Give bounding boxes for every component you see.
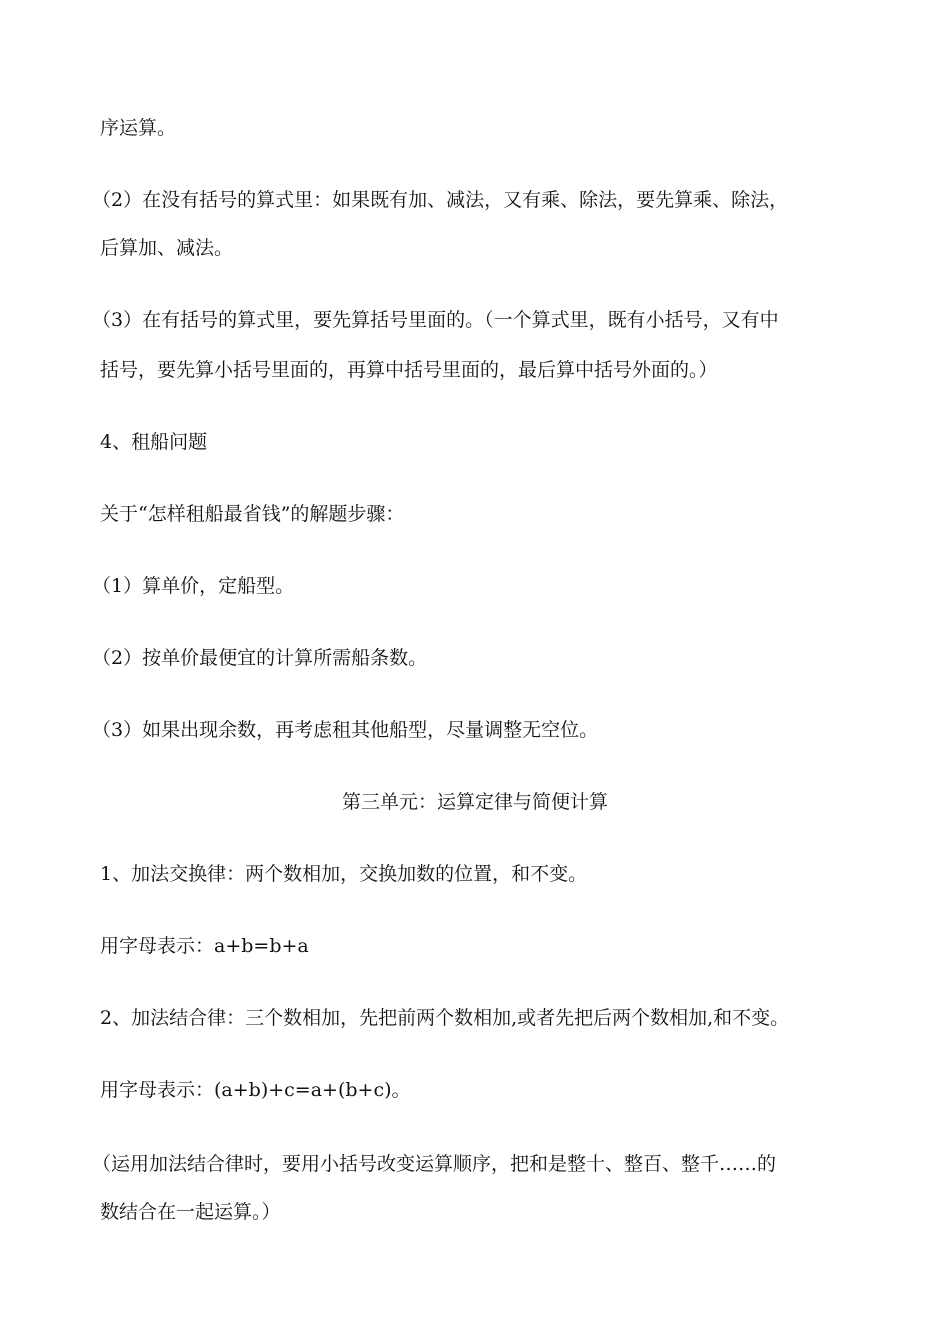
text-line-rule-3-cont: 括号，要先算小括号里面的，再算中括号里面的，最后算中括号外面的。）	[100, 359, 718, 381]
text-line-step-3: （3）如果出现余数，再考虑租其他船型，尽量调整无空位。	[92, 719, 599, 741]
text-line-associative-formula: 用字母表示：(a+b)+c=a+(b+c)。	[100, 1079, 411, 1101]
text-line-associative-law: 2、加法结合律：三个数相加，先把前两个数相加,或者先把后两个数相加,和不变。	[100, 1007, 790, 1029]
text-line-associative-note: （运用加法结合律时，要用小括号改变运算顺序，把和是整十、整百、整千……的	[92, 1153, 777, 1175]
text-line-commutative-formula: 用字母表示：a+b=b+a	[100, 935, 309, 957]
unit-title: 第三单元：运算定律与简便计算	[341, 791, 608, 813]
text-line-step-2: （2）按单价最便宜的计算所需船条数。	[92, 647, 428, 669]
text-line-rule-3: （3）在有括号的算式里，要先算括号里面的。（一个算式里，既有小括号，又有中	[92, 309, 779, 331]
text-line-rule-2-cont: 后算加、减法。	[100, 237, 234, 259]
text-line-step-1: （1）算单价，定船型。	[92, 575, 295, 597]
section-heading-boat-rental: 4、租船问题	[100, 431, 208, 453]
text-line-associative-note-cont: 数结合在一起运算。）	[100, 1201, 281, 1223]
text-line-commutative-law: 1、加法交换律：两个数相加，交换加数的位置，和不变。	[100, 863, 588, 885]
text-line-steps-intro: 关于“怎样租船最省钱”的解题步骤：	[100, 503, 405, 525]
text-line-continuation: 序运算。	[100, 117, 177, 139]
text-line-rule-2: （2）在没有括号的算式里：如果既有加、减法，又有乘、除法，要先算乘、除法，	[92, 189, 789, 211]
